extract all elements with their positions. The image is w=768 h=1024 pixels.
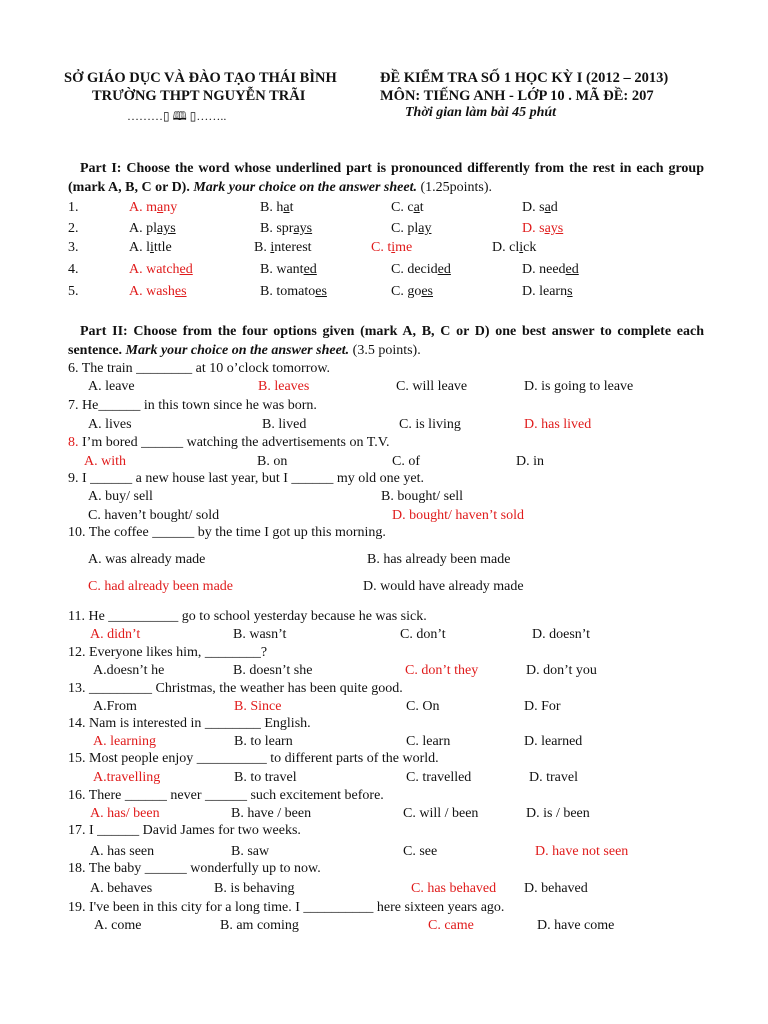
question-number: 11. <box>68 609 85 624</box>
question-stem <box>68 524 386 542</box>
question-text: I've been in this city for a long time. I __________ here sixteen years ago. <box>85 900 505 915</box>
option-text: A. l <box>129 240 150 255</box>
question-text: There ______ never ______ such excitement before. <box>85 788 384 803</box>
underlined-sound: a <box>157 200 164 215</box>
question-number: 10. <box>68 525 86 540</box>
question-number: 4. <box>68 262 79 277</box>
option-text: nterest <box>274 240 312 255</box>
option-text: D. s <box>522 200 545 215</box>
answer-option <box>371 239 412 257</box>
underlined-sound: a <box>283 200 290 215</box>
answer-option <box>391 261 451 279</box>
option-text: t <box>289 200 294 215</box>
answer-option: A. didn’t <box>90 627 141 642</box>
answer-option: D. For <box>524 699 561 714</box>
option-text: ttle <box>153 240 172 255</box>
answer-option <box>260 220 312 238</box>
answer-option: B. to travel <box>234 770 297 785</box>
answer-option: A. leave <box>88 379 135 394</box>
question-text: The coffee ______ by the time I got up this morning. <box>85 525 386 540</box>
question-stem <box>68 787 384 805</box>
underlined-sound: i <box>391 240 396 255</box>
part2-title: Part II: Choose from the four options given (mark A, B, C or D) one best answer to complete each sentence. <box>68 324 704 358</box>
option-text: C. pl <box>391 221 419 236</box>
question-text: The train ________ at 10 o’clock tomorrow. <box>78 361 331 376</box>
answer-option: A. behaves <box>90 881 153 896</box>
underlined-sound: a <box>413 200 420 215</box>
question-number: 12. <box>68 645 86 660</box>
answer-option <box>522 220 563 238</box>
answer-option <box>492 239 536 257</box>
underlined-sound: ed <box>565 262 579 277</box>
question-number: 3. <box>68 240 79 255</box>
school-name: TRƯỜNG THPT NGUYỄN TRÃI <box>92 88 306 104</box>
question-number: 13. <box>68 681 86 696</box>
answer-option <box>391 220 431 238</box>
answer-option <box>129 239 172 257</box>
answer-option: D. learned <box>524 734 583 749</box>
option-text: D. s <box>522 221 545 236</box>
answer-option: D. have not seen <box>535 844 629 859</box>
answer-option <box>129 261 193 279</box>
answer-option: B. to learn <box>234 734 293 749</box>
option-text: C. go <box>391 284 422 299</box>
question-text: I ______ David James for two weeks. <box>85 823 301 838</box>
answer-option <box>260 199 293 217</box>
answer-option <box>254 239 312 257</box>
question-stem <box>68 644 267 662</box>
answer-option <box>522 261 579 279</box>
answer-option <box>129 283 187 301</box>
question-number: 16. <box>68 788 86 803</box>
answer-option: D. bought/ haven’t sold <box>392 508 524 523</box>
option-text: ny <box>163 200 178 215</box>
answer-option: C. see <box>403 844 438 859</box>
exam-duration: Thời gian làm bài 45 phút <box>405 105 557 120</box>
question-number: 14. <box>68 716 86 731</box>
answer-option: A. come <box>94 918 142 933</box>
answer-option: D. is going to leave <box>524 379 634 394</box>
underlined-sound: ay <box>418 221 432 236</box>
answer-option: D. behaved <box>524 881 588 896</box>
question-stem <box>68 470 424 488</box>
answer-option: B. is behaving <box>214 881 295 896</box>
answer-option: D. don’t you <box>526 663 597 678</box>
question-text: I’m bored ______ watching the advertisements on T.V. <box>78 435 390 450</box>
answer-option: A. has seen <box>90 844 155 859</box>
answer-option <box>522 283 573 301</box>
answer-option: B. lived <box>262 417 307 432</box>
question-number: 2. <box>68 221 79 236</box>
answer-option: C. travelled <box>406 770 472 785</box>
answer-option: A. with <box>84 454 126 469</box>
answer-option: D. doesn’t <box>532 627 591 642</box>
answer-option: C. don’t <box>400 627 446 642</box>
option-text: me <box>395 240 413 255</box>
question-number: 18. <box>68 861 86 876</box>
option-text: B. spr <box>260 221 294 236</box>
underlined-sound: es <box>315 284 327 299</box>
question-number: 6. <box>68 361 79 376</box>
answer-option: B. wasn’t <box>233 627 287 642</box>
department-name: SỞ GIÁO DỤC VÀ ĐÀO TẠO THÁI BÌNH <box>64 70 337 86</box>
part2-points: (3.5 points). <box>352 343 421 358</box>
answer-option <box>129 220 176 238</box>
option-text: A. pl <box>129 221 157 236</box>
underlined-sound: a <box>544 200 551 215</box>
answer-option: C. had already been made <box>88 579 233 594</box>
option-text: A. m <box>129 200 157 215</box>
question-text: He______ in this town since he was born. <box>78 398 317 413</box>
option-text: B. tomato <box>260 284 316 299</box>
option-text: d <box>550 200 558 215</box>
underlined-sound: ays <box>544 221 564 236</box>
option-text: B. want <box>260 262 304 277</box>
question-number: 7. <box>68 398 79 413</box>
answer-option: A. learning <box>93 734 156 749</box>
answer-option: D. has lived <box>524 417 592 432</box>
answer-option: C. has behaved <box>411 881 497 896</box>
part2-instructions <box>68 322 704 360</box>
question-text: Everyone likes him, ________? <box>85 645 268 660</box>
question-stem <box>68 360 330 378</box>
underlined-sound: i <box>519 240 524 255</box>
question-stem <box>68 750 439 768</box>
question-number: 19. <box>68 900 86 915</box>
answer-option: B. leaves <box>258 379 310 394</box>
answer-option: B. has already been made <box>367 552 511 567</box>
question-stem <box>68 434 390 452</box>
question-number: 9. <box>68 471 79 486</box>
exam-subject: MÔN: TIẾNG ANH - LỚP 10 . MÃ ĐỀ: 207 <box>380 88 654 104</box>
answer-option: D. is / been <box>526 806 590 821</box>
question-text: He __________ go to school yesterday because he was sick. <box>84 609 427 624</box>
answer-option: A. buy/ sell <box>88 489 153 504</box>
answer-option: C. haven’t bought/ sold <box>88 508 220 523</box>
question-number: 17. <box>68 823 86 838</box>
question-stem <box>68 822 301 840</box>
question-number: 1. <box>68 200 79 215</box>
answer-option: C. On <box>406 699 440 714</box>
answer-option: C. will leave <box>396 379 468 394</box>
answer-option <box>522 199 558 217</box>
option-text: t <box>419 200 424 215</box>
part2-emphasis: Mark your choice on the answer sheet. <box>125 343 350 358</box>
underlined-sound: es <box>421 284 434 299</box>
question-text: Nam is interested in ________ English. <box>85 716 311 731</box>
answer-option: A. has/ been <box>90 806 160 821</box>
answer-option: A.doesn’t he <box>93 663 165 678</box>
underlined-sound: ed <box>303 262 317 277</box>
part1-instructions <box>68 159 704 197</box>
question-number: 15. <box>68 751 86 766</box>
answer-option: B. have / been <box>231 806 312 821</box>
answer-option: C. will / been <box>403 806 479 821</box>
question-stem <box>68 397 317 415</box>
option-text: B. h <box>260 200 284 215</box>
question-stem <box>68 715 311 733</box>
underlined-sound: s <box>567 284 573 299</box>
answer-option: B. doesn’t she <box>233 663 313 678</box>
question-number: 5. <box>68 284 79 299</box>
part1-title: Part I: Choose the word whose underlined part is pronounced differently from the rest in each group (mark A, B, C or D). <box>68 161 704 195</box>
answer-option: B. on <box>257 454 288 469</box>
answer-option: C. came <box>428 918 474 933</box>
answer-option: C. is living <box>399 417 461 432</box>
answer-option: B. saw <box>231 844 270 859</box>
underlined-sound: ays <box>293 221 313 236</box>
header-ornament: ………▯ 🕮 ▯…….. <box>127 109 227 123</box>
option-text: ck <box>523 240 537 255</box>
option-text: D. learn <box>522 284 568 299</box>
underlined-sound: ed <box>179 262 193 277</box>
option-text: C. c <box>391 200 414 215</box>
question-stem <box>68 680 403 698</box>
part1-points: (1.25points). <box>420 180 493 195</box>
underlined-sound: es <box>174 284 187 299</box>
answer-option <box>260 283 327 301</box>
option-text: B. <box>254 240 271 255</box>
answer-option: A.travelling <box>93 770 161 785</box>
option-text: C. decid <box>391 262 438 277</box>
underlined-sound: i <box>270 240 275 255</box>
answer-option <box>391 283 433 301</box>
exam-title: ĐỀ KIỂM TRA SỐ 1 HỌC KỲ I (2012 – 2013) <box>380 70 669 86</box>
option-text: D. need <box>522 262 566 277</box>
question-stem <box>68 860 321 878</box>
question-text: _________ Christmas, the weather has been quite good. <box>85 681 403 696</box>
answer-option: B. am coming <box>220 918 299 933</box>
option-text: A. wash <box>129 284 175 299</box>
answer-option: A.From <box>93 699 137 714</box>
part1-emphasis: Mark your choice on the answer sheet. <box>193 180 417 195</box>
answer-option: B. bought/ sell <box>381 489 464 504</box>
answer-option: D. would have already made <box>363 579 524 594</box>
answer-option: D. have come <box>537 918 615 933</box>
question-text: I ______ a new house last year, but I ______ my old one yet. <box>78 471 424 486</box>
option-text: A. watch <box>129 262 180 277</box>
question-stem <box>68 899 504 917</box>
answer-option <box>391 199 424 217</box>
underlined-sound: ays <box>157 221 176 236</box>
answer-option: D. in <box>516 454 544 469</box>
underlined-sound: ed <box>437 262 451 277</box>
answer-option <box>129 199 177 217</box>
underlined-sound: i <box>150 240 154 255</box>
question-text: The baby ______ wonderfully up to now. <box>85 861 321 876</box>
question-number: 8. <box>68 435 79 450</box>
answer-option: A. lives <box>88 417 132 432</box>
option-text: C. t <box>371 240 392 255</box>
answer-option: A. was already made <box>88 552 206 567</box>
answer-option: D. travel <box>529 770 578 785</box>
answer-option: B. Since <box>234 699 282 714</box>
answer-option: C. of <box>392 454 420 469</box>
answer-option: C. learn <box>406 734 451 749</box>
answer-option: C. don’t they <box>405 663 479 678</box>
answer-option <box>260 261 317 279</box>
option-text: D. cl <box>492 240 520 255</box>
question-stem <box>68 608 427 626</box>
question-text: Most people enjoy __________ to different parts of the world. <box>85 751 439 766</box>
